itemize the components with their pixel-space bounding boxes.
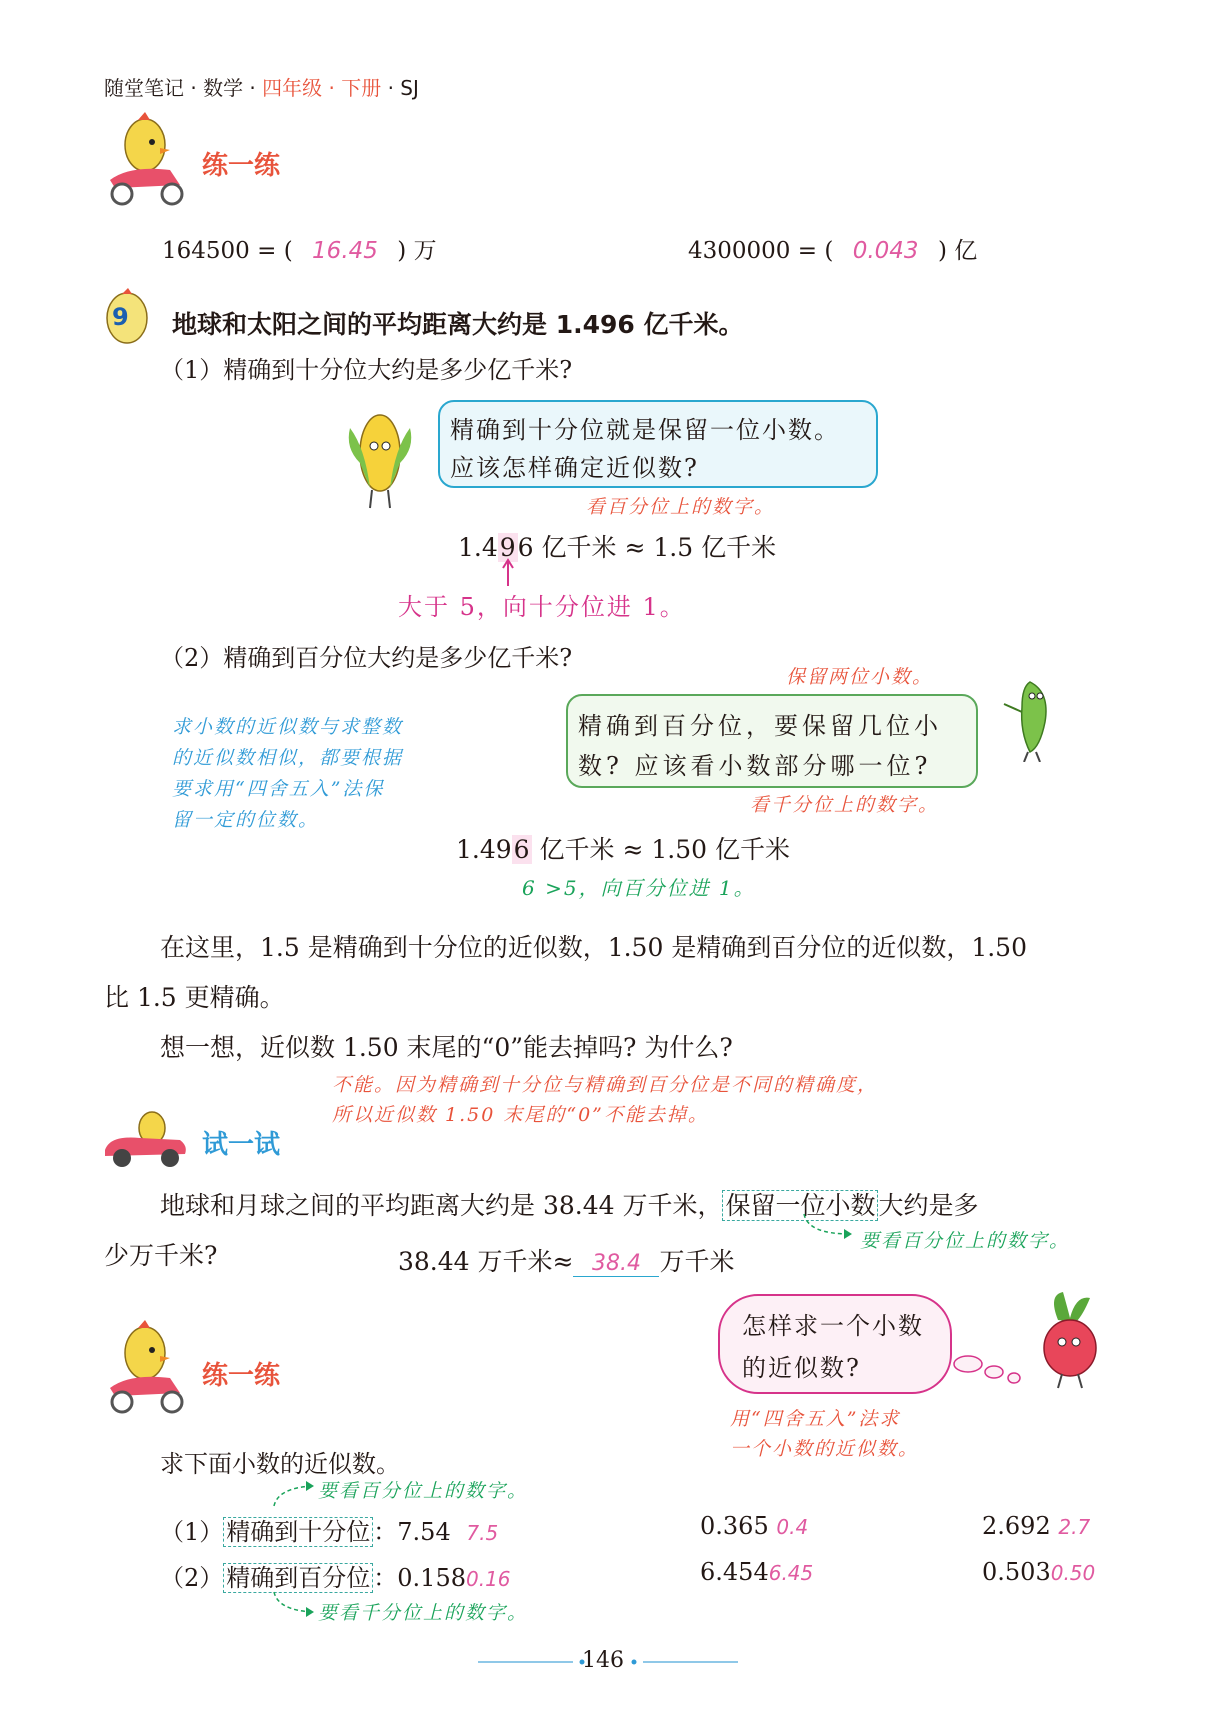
thought-answer-line1: 用“四舍五入”法求	[730, 1408, 901, 1430]
eq2-a: 1.49	[456, 835, 512, 864]
practice2-note-top: 要看百分位上的数字。	[318, 1480, 529, 1502]
dashed-arrow-icon	[800, 1212, 860, 1242]
practice2-note-bottom: 要看千分位上的数字。	[318, 1602, 529, 1624]
q1-right: ) 万	[397, 238, 437, 264]
row1-colon: ：	[373, 1518, 398, 1546]
para2-answer-line2: 所以近似数 1.50 末尾的“0”不能去掉。	[332, 1104, 709, 1126]
q2-right: ) 亿	[937, 238, 978, 264]
eq2-b: 亿千米 ≈ 1.50 亿千米	[539, 835, 790, 864]
practice2-instruction: 求下面小数的近似数。	[160, 1450, 400, 1478]
thought-dots-icon	[950, 1350, 1030, 1390]
row1-item2	[700, 1512, 808, 1540]
practice1-q1	[162, 232, 437, 265]
corn-character-icon	[340, 408, 420, 513]
row1-item3	[982, 1512, 1090, 1540]
row1-prefix: （1）	[160, 1518, 224, 1546]
paragraph1b: 比 1.5 更精确。	[104, 983, 285, 1012]
row1-item2-q: 0.365	[700, 1512, 769, 1540]
thought-line1: 怎样求一个小数	[742, 1312, 924, 1340]
try-eq-left: 38.44 万千米≈	[398, 1247, 574, 1276]
part1-note: 看百分位上的数字。	[586, 496, 776, 518]
q2-answer: 0.043	[852, 238, 919, 264]
bubble1-line1: 精确到十分位就是保留一位小数。	[450, 416, 840, 444]
thought-bubble	[718, 1294, 952, 1394]
row2-boxed-label: 精确到百分位	[223, 1563, 373, 1593]
chick-scooter-icon	[100, 1318, 190, 1418]
row2-item2-a: 6.45	[768, 1561, 814, 1585]
header-grade: 四年级 · 下册	[262, 76, 382, 100]
bubble1-line2: 应该怎样确定近似数?	[450, 454, 699, 482]
side-note-line4: 留一定的位数。	[172, 809, 320, 831]
paragraph2: 想一想，近似数 1.50 末尾的“0”能去掉吗? 为什么?	[160, 1033, 733, 1062]
row2-item3-a: 0.50	[1050, 1561, 1096, 1585]
row1-item1-q: 7.54	[397, 1518, 451, 1546]
try-note: 要看百分位上的数字。	[860, 1230, 1071, 1252]
eq2-digit: 6	[513, 835, 530, 864]
header-book: 随堂笔记 · 数学 ·	[104, 76, 263, 100]
header-edition: · SJ	[381, 76, 419, 100]
thought-line2: 的近似数?	[742, 1354, 861, 1382]
row2-item3	[982, 1558, 1095, 1586]
try-boxed-phrase: 保留一位小数	[722, 1190, 878, 1221]
bubble2-line1: 精确到百分位，要保留几位小	[578, 712, 942, 740]
corn-speech-bubble	[438, 400, 878, 488]
up-arrow-icon	[500, 558, 516, 588]
side-note-line2: 的近似数相似，都要根据	[172, 747, 404, 769]
q1-left: 164500 = (	[162, 238, 293, 264]
part2-hint: 6 >5，向百分位进 1。	[522, 876, 756, 900]
try-eq-answer: 38.4	[573, 1251, 659, 1277]
row2-prefix: （2）	[160, 1564, 224, 1592]
dashed-arrow-icon	[272, 1590, 322, 1620]
row2-item2	[700, 1558, 813, 1586]
practice1-q2	[688, 232, 977, 265]
row2-item1-q: 0.158	[397, 1564, 466, 1592]
eq1-b: 6 亿千米 ≈ 1.5 亿千米	[517, 533, 777, 562]
thought-answer-line2: 一个小数的近似数。	[730, 1438, 920, 1460]
page-header	[104, 72, 419, 101]
example-number: 9	[112, 303, 129, 331]
row1-label	[160, 1512, 498, 1547]
pea-speech-bubble	[566, 694, 978, 788]
part2-note-bottom: 看千分位上的数字。	[750, 794, 940, 816]
paragraph1: 在这里，1.5 是精确到十分位的近似数，1.50 是精确到百分位的近似数，1.50	[160, 933, 1027, 962]
part1-question: （1）精确到十分位大约是多少亿千米?	[160, 356, 573, 384]
part2-question: （2）精确到百分位大约是多少亿千米?	[160, 644, 573, 672]
try-text3: 少万千米?	[104, 1241, 218, 1270]
part2-note-top: 保留两位小数。	[786, 666, 934, 688]
q1-answer: 16.45	[312, 238, 378, 264]
try-eq-right: 万千米	[659, 1247, 735, 1276]
row1-item3-q: 2.692	[982, 1512, 1051, 1540]
row2-item1-a: 0.16	[466, 1567, 511, 1591]
row2-item3-q: 0.503	[982, 1558, 1051, 1586]
dashed-arrow-icon	[272, 1478, 322, 1508]
page-number: 146	[582, 1648, 624, 1673]
row1-item3-a: 2.7	[1058, 1515, 1091, 1539]
chick-scooter-icon	[100, 110, 190, 210]
practice2-title: 练一练	[202, 1361, 281, 1391]
row2-item2-q: 6.454	[700, 1558, 769, 1586]
chick-car-icon	[100, 1110, 190, 1170]
part2-equation	[456, 830, 790, 866]
try-text1: 地球和月球之间的平均距离大约是 38.44 万千米，	[160, 1191, 723, 1220]
row1-boxed-label: 精确到十分位	[223, 1517, 373, 1547]
side-note-line1: 求小数的近似数与求整数	[172, 716, 404, 738]
eq1-digit: 9	[499, 533, 516, 562]
part1-hint: 大于 5，向十分位进 1。	[398, 593, 686, 621]
row1-item1-a: 7.5	[466, 1521, 499, 1545]
pea-pod-character-icon	[1000, 672, 1070, 762]
try-equation	[398, 1242, 734, 1278]
para2-answer-line1: 不能。因为精确到十分位与精确到百分位是不同的精确度，	[332, 1074, 879, 1096]
row1-item2-a: 0.4	[776, 1515, 809, 1539]
try-title: 试一试	[202, 1130, 281, 1160]
practice1-title: 练一练	[202, 151, 281, 181]
row2-colon: ：	[373, 1564, 398, 1592]
example-title: 地球和太阳之间的平均距离大约是 1.496 亿千米。	[172, 310, 744, 339]
try-text2: 大约是多	[878, 1191, 979, 1220]
bubble2-line2: 数? 应该看小数部分哪一位?	[578, 752, 932, 780]
side-note	[172, 712, 403, 836]
radish-character-icon	[1028, 1290, 1108, 1390]
q2-left: 4300000 = (	[688, 238, 834, 264]
side-note-line3: 要求用“四舍五入”法保	[172, 778, 385, 800]
row2-label	[160, 1558, 511, 1593]
eq1-a: 1.4	[458, 533, 498, 562]
